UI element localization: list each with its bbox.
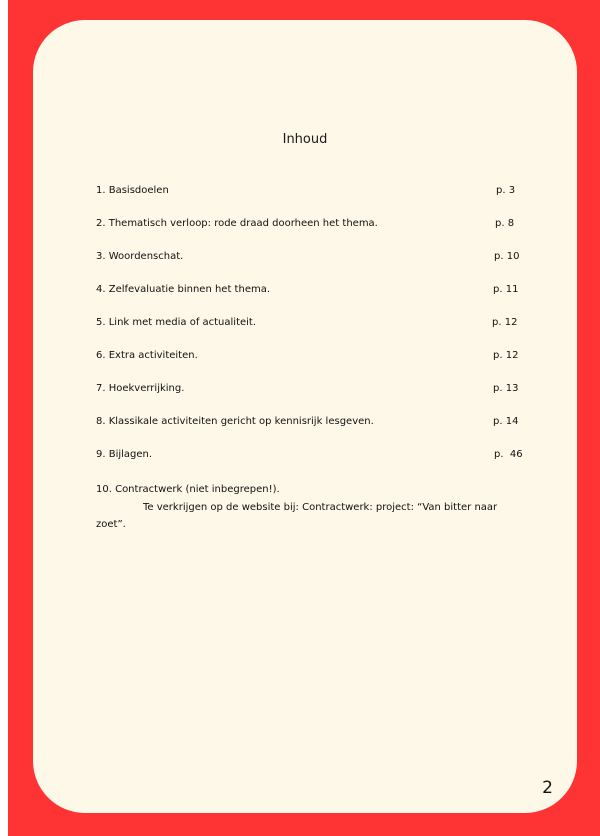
toc-item — [96, 449, 526, 465]
toc-item — [96, 218, 526, 234]
toc-item-label: 8. Klassikale activiteiten gericht op kennisrijk lesgeven. — [96, 416, 374, 427]
toc-item-page: p. 13 — [493, 383, 519, 394]
toc-item-label: 2. Thematisch verloop: rode draad doorheen het thema. — [96, 218, 378, 229]
page-number: 2 — [542, 778, 553, 798]
toc-item — [96, 383, 526, 399]
toc-item — [96, 185, 526, 201]
toc-item-label: 1. Basisdoelen — [96, 185, 169, 196]
toc-item — [96, 350, 526, 366]
toc-item-page: p. 12 — [492, 317, 518, 328]
page-title: Inhoud — [282, 132, 328, 147]
toc-item-label: 7. Hoekverrijking. — [96, 383, 185, 394]
toc-item-page: p. 8 — [495, 218, 515, 229]
toc-item — [96, 416, 526, 432]
toc-item-contractwerk — [96, 484, 526, 533]
toc-item-label: 3. Woordenschat. — [96, 251, 184, 262]
toc-item-page: p. 46 — [494, 449, 523, 460]
document-page — [33, 20, 577, 813]
toc-item — [96, 317, 526, 333]
toc-item-page: p. 3 — [496, 185, 516, 196]
left-margin-strip — [0, 0, 8, 836]
toc-item-label: 9. Bijlagen. — [96, 449, 153, 460]
toc-item-label: 5. Link met media of actualiteit. — [96, 317, 257, 328]
toc-item — [96, 284, 526, 300]
toc-item — [96, 251, 526, 267]
toc-item-page: p. 11 — [493, 284, 519, 295]
toc-item-label: 10. Contractwerk (niet inbegrepen!). — [96, 484, 280, 495]
toc-item-page: p. 10 — [494, 251, 520, 262]
toc-item-label: 4. Zelfevaluatie binnen het thema. — [96, 284, 271, 295]
toc-item-note: Te verkrijgen op de website bij: Contractwerk: project: “Van bitter naar zoet”. — [96, 502, 498, 530]
toc-item-label: 6. Extra activiteiten. — [96, 350, 198, 361]
toc-item-page: p. 12 — [493, 350, 519, 361]
toc-item-page: p. 14 — [493, 416, 519, 427]
